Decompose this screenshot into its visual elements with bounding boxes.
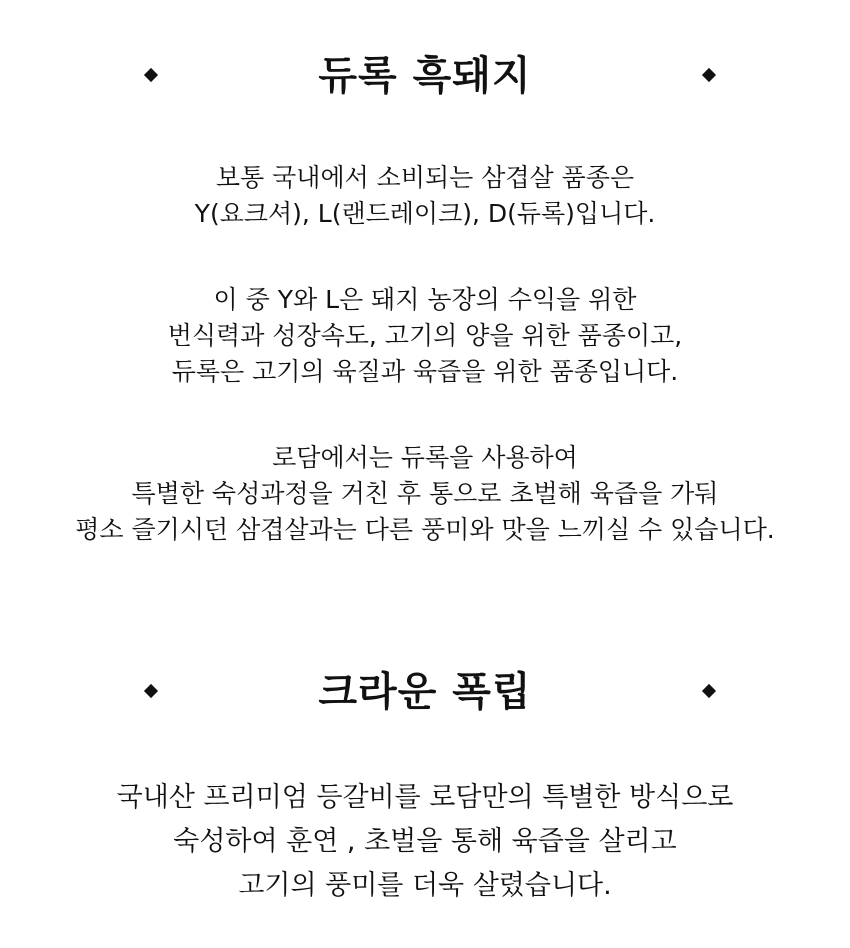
paragraph-line: 보통 국내에서 소비되는 삼겹살 품종은 xyxy=(215,163,635,192)
paragraph xyxy=(0,440,850,548)
paragraph-line: 번식력과 성장속도, 고기의 양을 위한 품종이고, xyxy=(167,321,683,350)
paragraph-line: Y(요크셔), L(랜드레이크), D(듀록)입니다. xyxy=(194,199,656,228)
section-crown-pork-ribs xyxy=(0,662,850,908)
section-heading-row xyxy=(0,662,850,722)
paragraph xyxy=(0,776,850,908)
paragraph-line: 로담에서는 듀록을 사용하여 xyxy=(272,443,578,472)
paragraph-line: 듀록은 고기의 육질과 육즙을 위한 품종입니다. xyxy=(171,357,679,386)
paragraph-line: 고기의 풍미를 더욱 살렸습니다. xyxy=(238,870,612,901)
section-duroc xyxy=(0,46,850,548)
paragraph-line: 국내산 프리미엄 등갈비를 로담만의 특별한 방식으로 xyxy=(116,782,734,813)
section-title: 듀록 흑돼지 xyxy=(318,53,532,99)
paragraph-line: 이 중 Y와 L은 돼지 농장의 수익을 위한 xyxy=(213,285,637,314)
paragraph-line: 숙성하여 훈연 , 초벌을 통해 육즙을 살리고 xyxy=(173,826,677,857)
paragraph xyxy=(0,282,850,390)
paragraph xyxy=(0,160,850,232)
paragraph-line: 특별한 숙성과정을 거친 후 통으로 초벌해 육즙을 가둬 xyxy=(131,479,719,508)
section-heading-row xyxy=(0,46,850,106)
paragraph-line: 평소 즐기시던 삼겹살과는 다른 풍미와 맛을 느끼실 수 있습니다. xyxy=(75,515,775,544)
section-title: 크라운 폭립 xyxy=(318,669,532,715)
